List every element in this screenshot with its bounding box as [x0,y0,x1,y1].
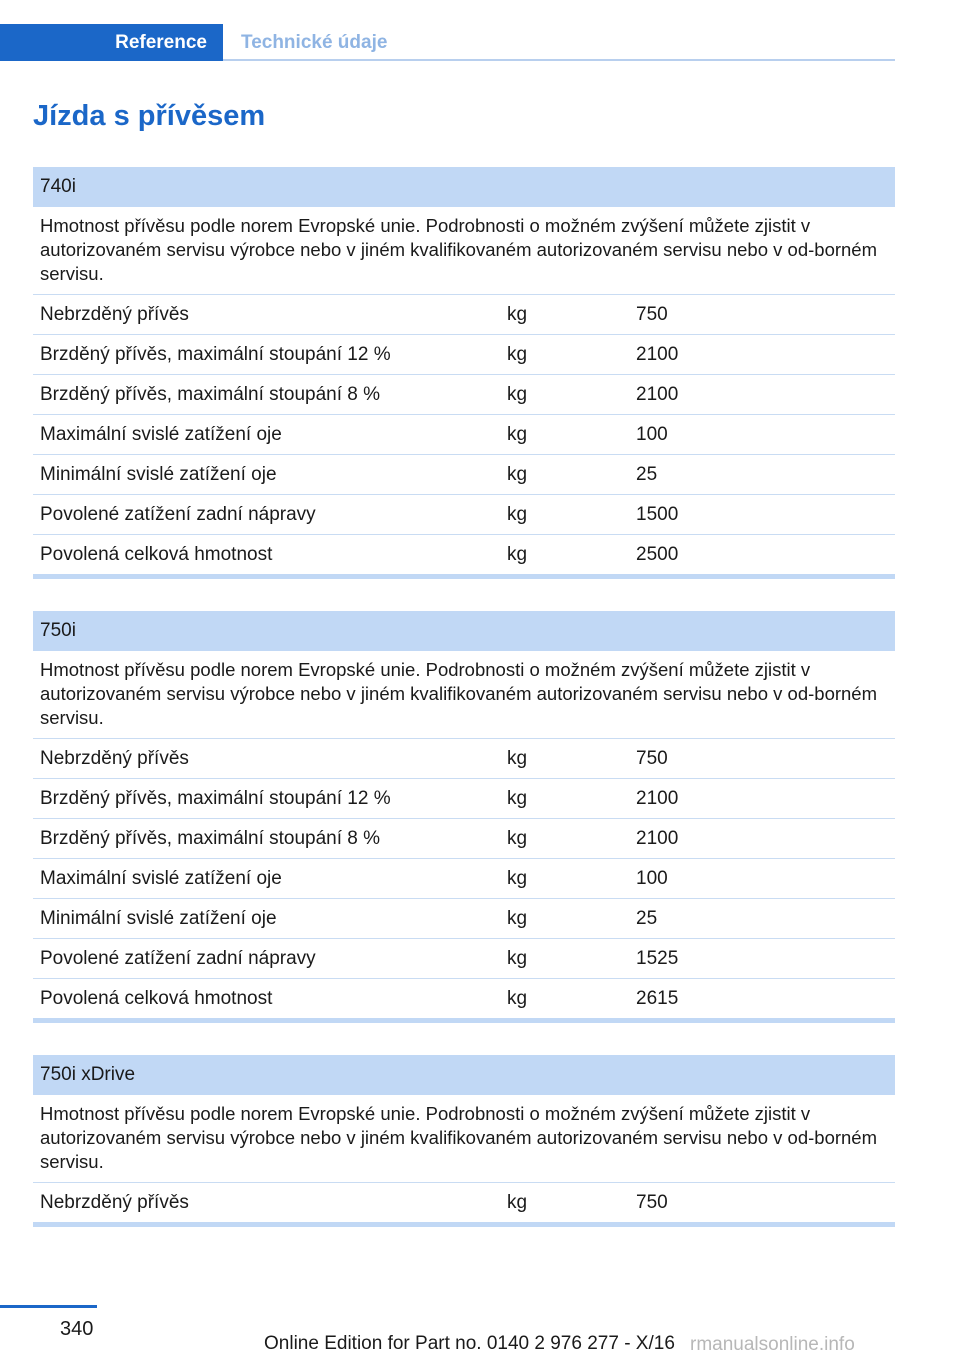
page-number: 340 [60,1318,94,1340]
watermark-text: rmanualsonline.info [690,1334,855,1355]
row-value: 100 [636,867,668,889]
row-label: Brzděný přívěs, maximální stoupání 12 % [40,343,391,365]
spec-table-750i [33,611,895,1023]
row-label: Povolené zatížení zadní nápravy [40,503,316,525]
row-value: 1525 [636,947,679,969]
row-unit: kg [507,747,528,769]
table-row [33,455,895,495]
table-header-model: 750i xDrive [33,1055,895,1095]
spec-table-740i [33,167,895,579]
row-value: 2100 [636,787,679,809]
table-row [33,779,895,819]
table-row [33,819,895,859]
table-row [33,739,895,779]
row-unit: kg [507,423,528,445]
table-bottom-rule [33,1018,895,1023]
row-value: 2100 [636,827,679,849]
row-label: Brzděný přívěs, maximální stoupání 12 % [40,787,391,809]
row-value: 750 [636,747,668,769]
row-label: Brzděný přívěs, maximální stoupání 8 % [40,383,381,405]
spec-table-750i-xdrive [33,1055,895,1227]
row-label: Povolená celková hmotnost [40,987,273,1009]
row-value: 25 [636,907,658,929]
row-value: 2100 [636,383,679,405]
table-description: Hmotnost přívěsu podle norem Evropské unie. Podrobnosti o možném zvýšení můžete zjistit v autorizovaném servisu výrobce nebo v jiném kvalifikovaném autorizovaném servisu nebo v od-borném servisu. [33,651,895,739]
row-label: Nebrzděný přívěs [40,303,189,325]
table-header-model: 740i [33,167,895,207]
row-label: Minimální svislé zatížení oje [40,907,277,929]
row-label: Brzděný přívěs, maximální stoupání 8 % [40,827,381,849]
row-unit: kg [507,543,528,565]
table-row [33,1183,895,1222]
row-unit: kg [507,987,528,1009]
table-header-model: 750i [33,611,895,651]
table-row [33,415,895,455]
row-label: Minimální svislé zatížení oje [40,463,277,485]
section-tab-technical-data[interactable]: Technické údaje [241,31,388,53]
row-unit: kg [507,867,528,889]
page-title: Jízda s přívěsem [33,100,266,132]
row-value: 750 [636,303,668,325]
row-unit: kg [507,463,528,485]
header-divider [223,59,895,61]
row-unit: kg [507,907,528,929]
table-description: Hmotnost přívěsu podle norem Evropské unie. Podrobnosti o možném zvýšení můžete zjistit v autorizovaném servisu výrobce nebo v jiném kvalifikovaném autorizovaném servisu nebo v od-borném servisu. [33,207,895,295]
table-row [33,979,895,1018]
row-value: 100 [636,423,668,445]
row-label: Povolená celková hmotnost [40,543,273,565]
table-row [33,899,895,939]
table-bottom-rule [33,1222,895,1227]
table-row [33,335,895,375]
row-unit: kg [507,383,528,405]
table-row [33,859,895,899]
row-label: Maximální svislé zatížení oje [40,867,282,889]
row-value: 750 [636,1191,668,1213]
row-label: Nebrzděný přívěs [40,1191,189,1213]
table-row [33,495,895,535]
row-unit: kg [507,343,528,365]
row-unit: kg [507,947,528,969]
table-row [33,535,895,574]
row-unit: kg [507,787,528,809]
row-value: 2615 [636,987,679,1009]
table-description: Hmotnost přívěsu podle norem Evropské unie. Podrobnosti o možném zvýšení můžete zjistit v autorizovaném servisu výrobce nebo v jiném kvalifikovaném autorizovaném servisu nebo v od-borném servisu. [33,1095,895,1183]
table-row [33,375,895,415]
table-row [33,939,895,979]
footer-accent-line [0,1305,97,1308]
section-tab-reference[interactable]: Reference [0,24,223,61]
row-label: Maximální svislé zatížení oje [40,423,282,445]
row-unit: kg [507,303,528,325]
row-unit: kg [507,1191,528,1213]
row-unit: kg [507,827,528,849]
row-label: Nebrzděný přívěs [40,747,189,769]
row-unit: kg [507,503,528,525]
row-label: Povolené zatížení zadní nápravy [40,947,316,969]
row-value: 25 [636,463,658,485]
table-bottom-rule [33,574,895,579]
row-value: 2100 [636,343,679,365]
table-row [33,295,895,335]
row-value: 2500 [636,543,679,565]
page-header [0,24,895,62]
row-value: 1500 [636,503,679,525]
edition-note: Online Edition for Part no. 0140 2 976 277 - X/16 [264,1333,675,1354]
